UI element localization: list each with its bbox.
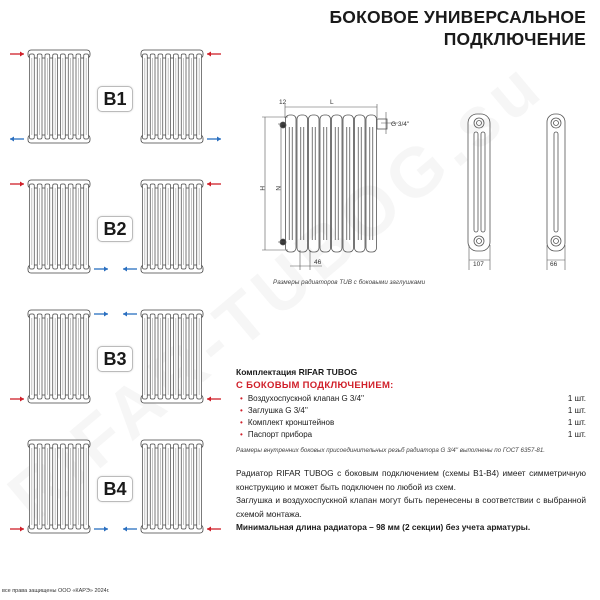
description-p1: Радиатор RIFAR TUBOG с боковым подключением (схемы В1-В4) имеет симметричную конструкцию и может быть подключен по любой из схем. [236, 468, 586, 492]
kit-item-qty: 1 шт. [567, 418, 586, 427]
supply-arrow-icon [10, 52, 24, 57]
radiator-left [10, 440, 108, 533]
dimension-drawing [250, 90, 600, 290]
return-arrow-icon [123, 267, 137, 272]
supply-arrow-icon [10, 397, 24, 402]
front-view [280, 115, 387, 252]
return-arrow-icon [123, 527, 137, 532]
description [236, 467, 586, 535]
copyright: все права защищены ООО «КАРЭ» 2024г. [2, 588, 110, 594]
kit-note: Размеры внутренних боковых присоединительных резьб радиатора G 3/4'' выполнены по ГОСТ 6357-81. [236, 447, 545, 454]
radiator-section [320, 115, 331, 252]
title-line-1: БОКОВОЕ УНИВЕРСАЛЬНОЕ [329, 7, 586, 27]
radiator-right [123, 310, 221, 403]
supply-arrow-icon [10, 182, 24, 187]
dim-thread: G 3/4'' [391, 121, 410, 128]
radiator-section [297, 115, 308, 252]
kit-item-qty: 1 шт. [567, 394, 586, 403]
title-line-2: ПОДКЛЮЧЕНИЕ [443, 29, 586, 49]
scheme-label-b4: B4 [97, 476, 133, 502]
return-arrow-icon [123, 312, 137, 317]
supply-arrow-icon [207, 52, 221, 57]
supply-arrow-icon [207, 397, 221, 402]
dim-12: 12 [279, 99, 287, 106]
kit-item-name: Воздухоспускной клапан G 3/4'' [247, 394, 365, 403]
description-p2: Заглушка и воздухоспускной клапан могут быть перенесены в соответствии с выбранной схемой монтажа. [236, 495, 586, 519]
dim-46: 46 [314, 259, 322, 266]
dim-h: H [258, 186, 265, 191]
radiator-right [123, 440, 221, 533]
kit-item-qty: 1 шт. [567, 430, 586, 439]
dim-107: 107 [473, 261, 484, 268]
scheme-label-b3: B3 [97, 346, 133, 372]
description-p3: Минимальная длина радиатора – 98 мм (2 секции) без учета арматуры. [236, 522, 531, 532]
return-arrow-icon [10, 137, 24, 142]
dim-66: 66 [550, 261, 558, 268]
radiator-right [123, 180, 221, 273]
scheme-label-b2: B2 [97, 216, 133, 242]
radiator-left [10, 50, 90, 143]
kit-item-name: Заглушка G 3/4'' [247, 406, 308, 415]
kit-subheading: С БОКОВЫМ ПОДКЛЮЧЕНИЕМ: [236, 380, 394, 391]
radiator-section [355, 115, 366, 252]
dim-n: N [274, 186, 281, 191]
radiator-right [141, 50, 221, 143]
side-view-2-column [547, 114, 565, 251]
scheme-label-b1: B1 [97, 86, 133, 112]
radiator-left [10, 310, 108, 403]
return-arrow-icon [94, 527, 108, 532]
radiator-section [332, 115, 343, 252]
radiator-section [309, 115, 320, 252]
return-arrow-icon [94, 312, 108, 317]
supply-arrow-icon [207, 182, 221, 187]
kit-section [236, 367, 586, 454]
kit-item: • Воздухоспускной клапан G 3/4'' 1 шт. [240, 394, 586, 403]
drawing-caption: Размеры радиаторов TUB с боковыми заглушками [273, 279, 426, 286]
side-plug [377, 119, 387, 129]
page-title [329, 6, 586, 50]
radiator-section [286, 115, 297, 252]
supply-arrow-icon [207, 527, 221, 532]
kit-item: • Паспорт прибора 1 шт. [240, 430, 586, 439]
return-arrow-icon [94, 267, 108, 272]
kit-item: • Комплект кронштейнов 1 шт. [240, 418, 586, 427]
kit-heading: Комплектация RIFAR TUBOG [236, 367, 358, 377]
kit-item-name: Комплект кронштейнов [247, 418, 335, 427]
kit-item: • Заглушка G 3/4'' 1 шт. [240, 406, 586, 415]
kit-item-name: Паспорт прибора [247, 430, 313, 439]
radiator-left [10, 180, 108, 273]
kit-item-qty: 1 шт. [567, 406, 586, 415]
side-view-3-column [468, 114, 490, 251]
supply-arrow-icon [10, 527, 24, 532]
return-arrow-icon [207, 137, 221, 142]
dim-l: L [330, 99, 334, 106]
radiator-section [366, 115, 377, 252]
radiator-section [343, 115, 354, 252]
